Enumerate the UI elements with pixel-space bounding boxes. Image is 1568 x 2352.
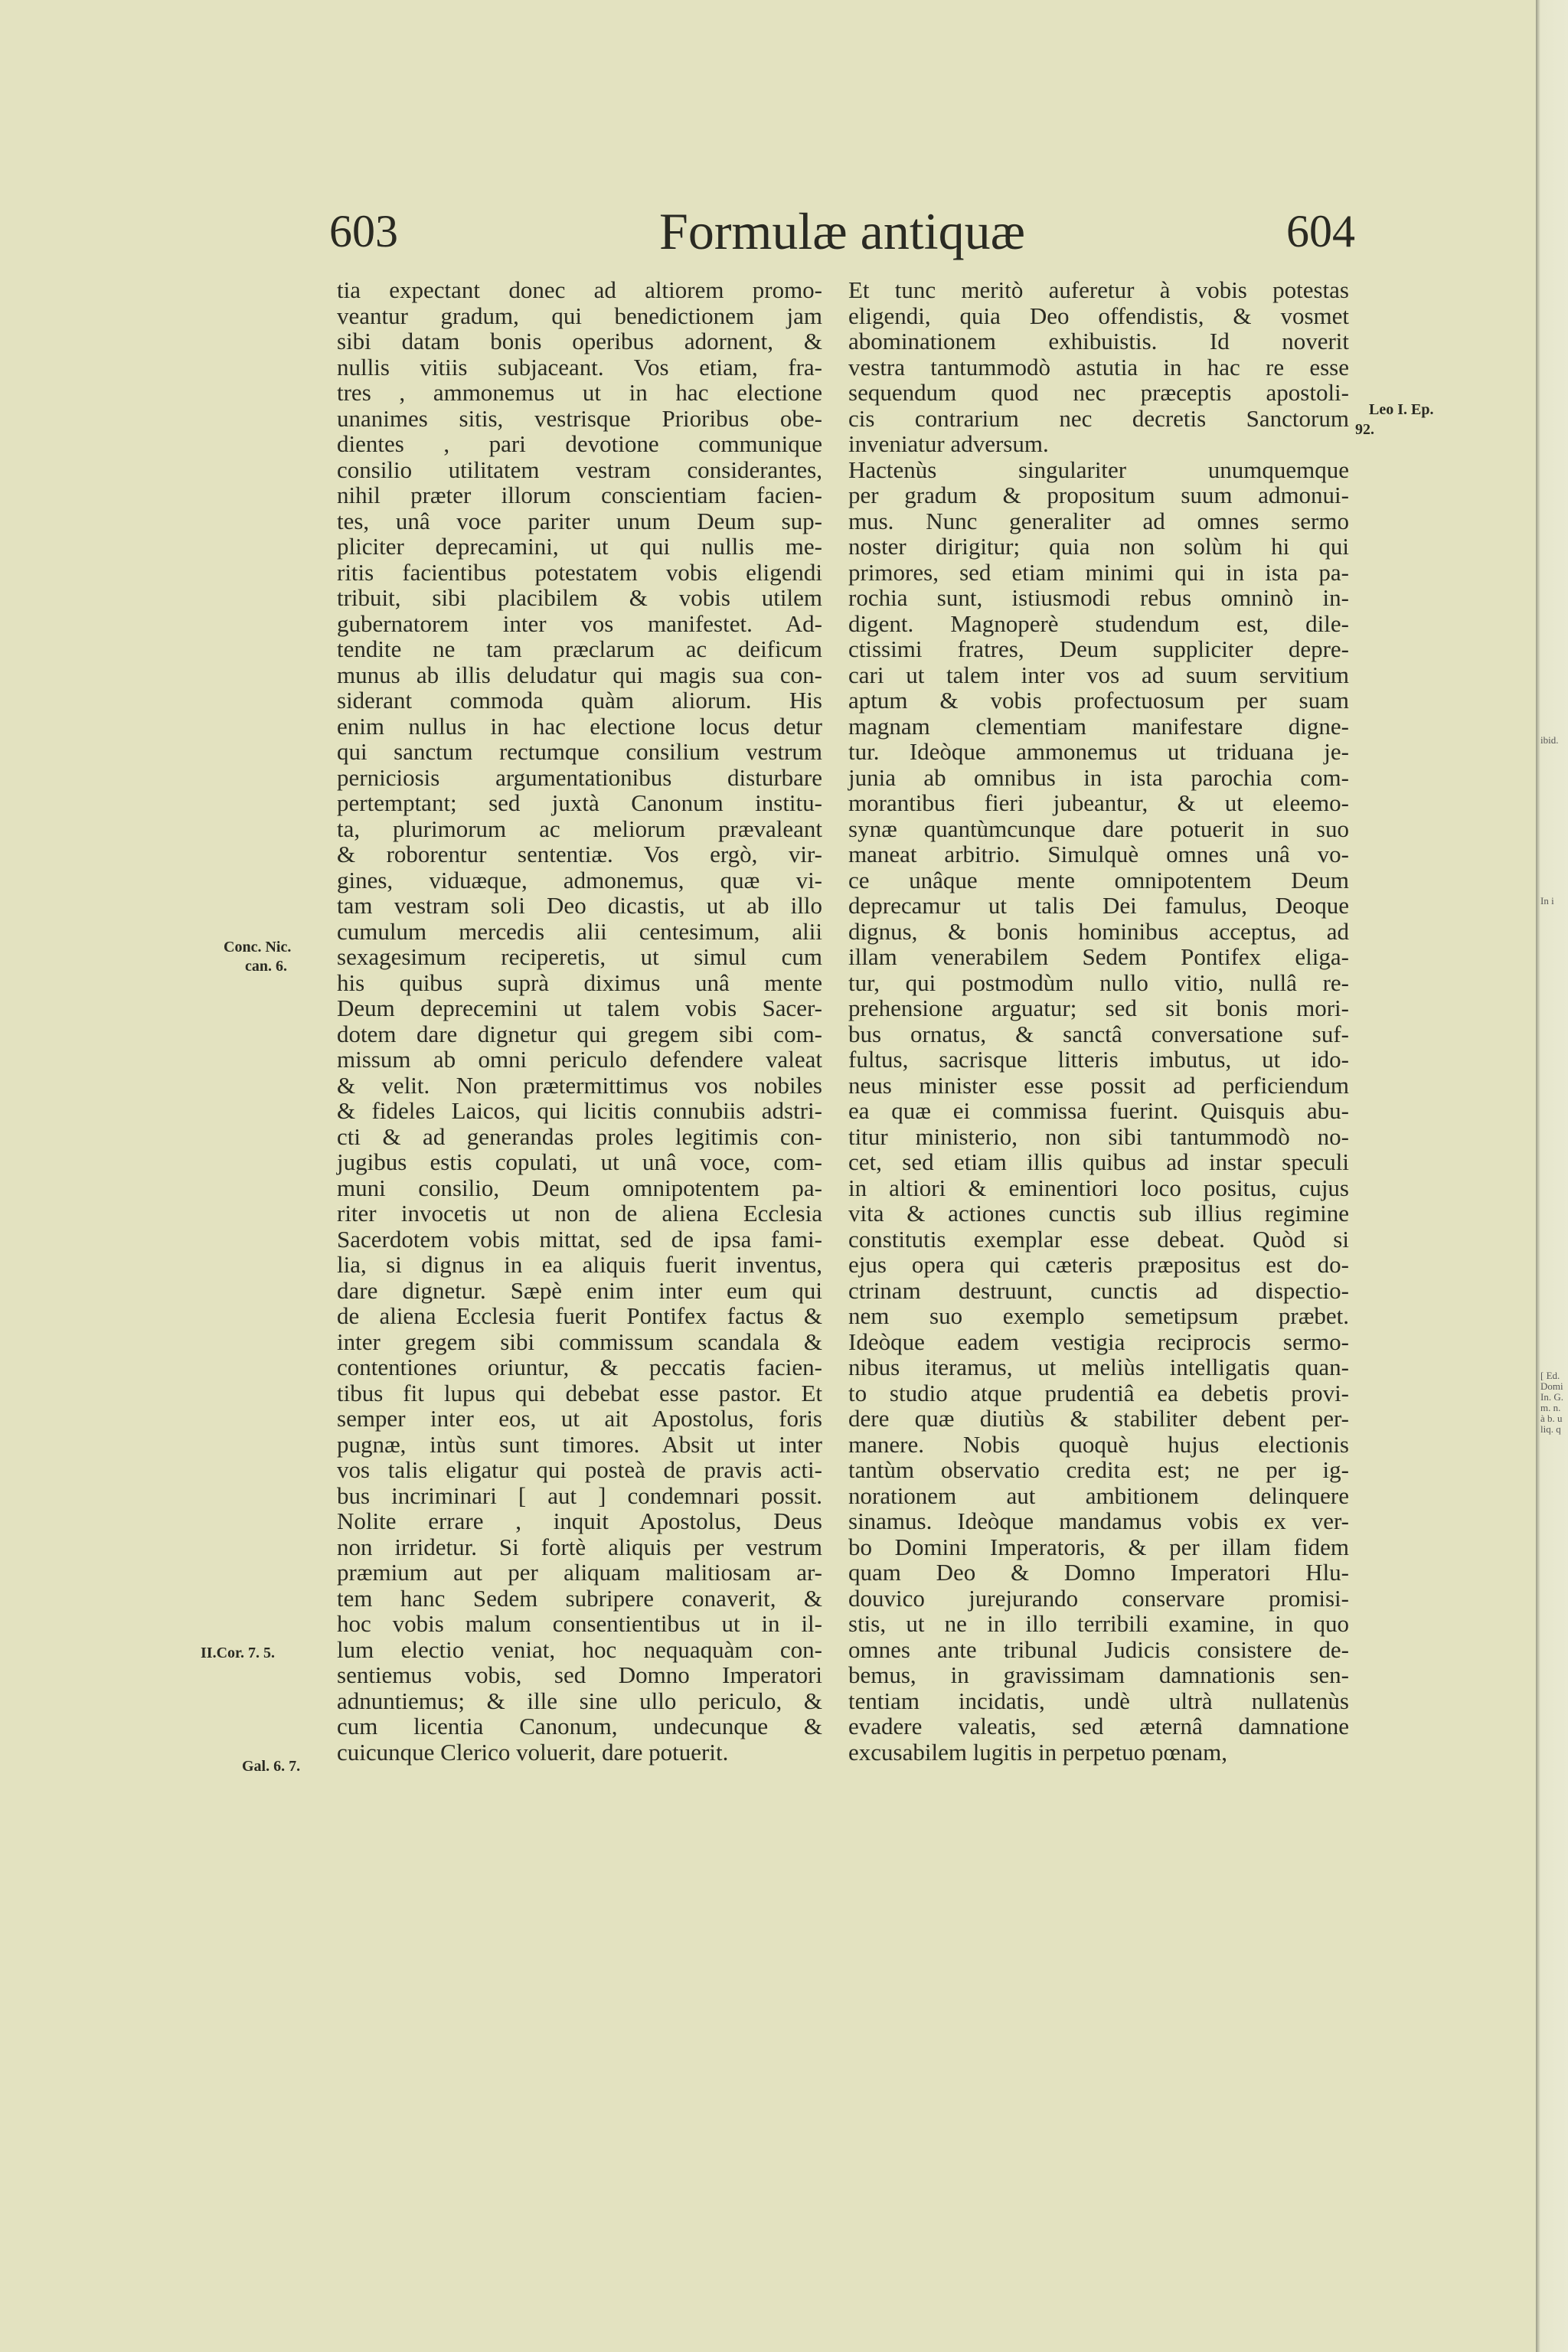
- text-line: sentiemus vobis, sed Domno Imperatori: [337, 1661, 822, 1688]
- text-line: muni consilio, Deum omnipotentem pa-: [337, 1174, 822, 1201]
- text-line: & fideles Laicos, qui licitis connubiis adstri-: [337, 1097, 822, 1124]
- text-line: contentiones oriuntur, & peccatis facien-: [337, 1354, 822, 1380]
- text-line: dientes , pari devotione communique: [337, 430, 822, 457]
- text-line: munus ab illis deludatur qui magis sua con-: [337, 661, 822, 688]
- text-line: Ideòque eadem vestigia reciprocis sermo-: [848, 1328, 1349, 1355]
- text-line: Nolite errare , inquit Apostolus, Deus: [337, 1508, 822, 1534]
- text-line: nem suo exemplo semetipsum præbet.: [848, 1302, 1349, 1329]
- edge-fragment: [ Ed. Domi In. G. m. n. à b. u liq. q: [1540, 1370, 1563, 1435]
- text-line: sibi datam bonis operibus adornent, &: [337, 328, 822, 354]
- text-line: to studio atque prudentiâ ea debetis provi-: [848, 1379, 1349, 1406]
- text-line: prehensione arguatur; sed sit bonis mori-: [848, 995, 1349, 1021]
- text-line: jugibus estis copulati, ut unâ voce, com-: [337, 1148, 822, 1175]
- text-line: ctissimi fratres, Deum suppliciter depre-: [848, 635, 1349, 662]
- text-line: nullis vitiis subjaceant. Vos etiam, fra-: [337, 353, 822, 381]
- text-line: magnam clementiam manifestare digne-: [848, 712, 1349, 740]
- text-line: tem hanc Sedem subripere conaverit, &: [337, 1584, 822, 1612]
- text-line: digent. Magnoperè studendum est, dile-: [848, 609, 1349, 637]
- text-line: tur, qui postmodùm nullo vitio, nullâ re-: [848, 969, 1349, 996]
- text-line: pugnæ, intùs sunt timores. Absit ut inter: [337, 1430, 822, 1458]
- text-line: consilio utilitatem vestram considerantes,: [337, 456, 822, 483]
- text-line: eligendi, quia Deo offendistis, & vosmet: [848, 302, 1349, 329]
- text-line: illam venerabilem Sedem Pontifex eliga-: [848, 943, 1349, 970]
- text-line: rochia sunt, istiusmodi rebus omninò in-: [848, 584, 1349, 611]
- text-line: non irridetur. Si fortè aliquis per vestrum: [337, 1533, 822, 1560]
- text-line: sinamus. Ideòque mandamus vobis ex ver-: [848, 1508, 1349, 1534]
- text-line: tibus fit lupus qui debebat esse pastor. Et: [337, 1379, 822, 1406]
- text-line: riter invocetis ut non de aliena Ecclesia: [337, 1200, 822, 1227]
- text-line: tres , ammonemus ut in hac electione: [337, 379, 822, 406]
- running-header: [329, 201, 1355, 262]
- text-line: neus minister esse possit ad perficiendum: [848, 1071, 1349, 1099]
- text-line: vestra tantummodò astutia in hac re esse: [848, 353, 1349, 381]
- text-line: nibus iteramus, ut meliùs intelligatis quan-: [848, 1354, 1349, 1380]
- text-line: Et tunc meritò auferetur à vobis potestas: [848, 276, 1349, 303]
- margin-note: Conc. Nic.: [224, 939, 292, 956]
- text-line: cet, sed etiam illis quibus ad instar speculi: [848, 1148, 1349, 1175]
- text-line: sexagesimum reciperetis, ut simul cum: [337, 943, 822, 970]
- text-line: tribuit, sibi placibilem & vobis utilem: [337, 584, 822, 611]
- text-line: vos talis eligatur qui posteà de pravis acti-: [337, 1456, 822, 1483]
- text-line: Sacerdotem vobis mittat, sed de ipsa fami-: [337, 1225, 822, 1253]
- text-line: ea quæ ei commissa fuerint. Quisquis abu-: [848, 1097, 1349, 1124]
- text-line: inter gregem sibi commissum scandala &: [337, 1328, 822, 1355]
- text-line: mus. Nunc generaliter ad omnes sermo: [848, 507, 1349, 534]
- text-line: enim nullus in hac electione locus detur: [337, 712, 822, 740]
- text-line: dotem dare dignetur qui gregem sibi com-: [337, 1020, 822, 1047]
- text-line: gubernatorem inter vos manifestet. Ad-: [337, 609, 822, 637]
- text-line: omnes ante tribunal Judicis consistere de-: [848, 1635, 1349, 1663]
- text-line: inveniatur adversum.: [848, 430, 1049, 457]
- margin-note: can. 6.: [245, 958, 287, 975]
- text-line: qui sanctum rectumque consilium vestrum: [337, 738, 822, 765]
- text-line: semper inter eos, ut ait Apostolus, foris: [337, 1405, 822, 1432]
- text-line: in altiori & eminentiori loco positus, cujus: [848, 1174, 1349, 1201]
- text-line: gines, viduæque, admonemus, quæ vi-: [337, 866, 822, 893]
- text-line: bus ornatus, & sanctâ conversatione suf-: [848, 1020, 1349, 1047]
- text-line: tur. Ideòque ammonemus ut triduana je-: [848, 738, 1349, 765]
- text-line: cti & ad generandas proles legitimis con-: [337, 1122, 822, 1150]
- text-line: dare dignetur. Sæpè enim inter eum qui: [337, 1276, 822, 1304]
- edge-fragment: In i: [1540, 895, 1554, 906]
- text-line: præmium aut per aliquam malitiosam ar-: [337, 1559, 822, 1586]
- text-line: constitutis exemplar esse debeat. Quòd si: [848, 1225, 1349, 1253]
- text-line: tia expectant donec ad altiorem promo-: [337, 276, 822, 303]
- text-line: missum ab omni periculo defendere valeat: [337, 1046, 822, 1073]
- text-line: hoc vobis malum consentientibus ut in il-: [337, 1610, 822, 1637]
- text-line: dignus, & bonis hominibus acceptus, ad: [848, 917, 1349, 945]
- adjacent-page-edge: [1536, 0, 1568, 2352]
- text-line: nihil præter illorum conscientiam facien-: [337, 482, 822, 508]
- text-line: ritis facientibus potestatem vobis eligendi: [337, 558, 822, 586]
- text-line: quam Deo & Domno Imperatori Hlu-: [848, 1559, 1349, 1586]
- text-line: noster dirigitur; quia non solùm hi qui: [848, 533, 1349, 560]
- text-line: de aliena Ecclesia fuerit Pontifex factus &: [337, 1302, 822, 1329]
- text-line: excusabilem lugitis in perpetuo pœnam,: [848, 1738, 1228, 1766]
- text-line: tantùm observatio credita est; ne per ig-: [848, 1456, 1349, 1483]
- text-line: tendite ne tam præclarum ac deificum: [337, 635, 822, 662]
- text-line: bo Domini Imperatoris, & per illam fidem: [848, 1533, 1349, 1560]
- text-line: bemus, in gravissimam damnationis sen-: [848, 1661, 1349, 1688]
- text-line: siderant commoda quàm aliorum. His: [337, 687, 822, 714]
- text-line: ctrinam destruunt, cunctis ad dispectio-: [848, 1276, 1349, 1304]
- text-line: & velit. Non prætermittimus vos nobiles: [337, 1071, 822, 1099]
- text-line: tentiam incidatis, undè ultrà nullatenùs: [848, 1687, 1349, 1714]
- text-line: pliciter deprecamini, ut qui nullis me-: [337, 533, 822, 560]
- text-line: tes, unâ voce pariter unum Deum sup-: [337, 507, 822, 534]
- text-line: Hactenùs singulariter unumquemque: [848, 456, 1349, 483]
- text-line: sequendum quod nec præceptis apostoli-: [848, 379, 1349, 406]
- text-line: cum licentia Canonum, undecunque &: [337, 1713, 822, 1740]
- text-line: tam vestram soli Deo dicastis, ut ab illo: [337, 892, 822, 919]
- text-line: junia ab omnibus in ista parochia com-: [848, 763, 1349, 791]
- text-line: cuicunque Clerico voluerit, dare potuerit.: [337, 1738, 729, 1766]
- text-line: deprecamur ut talis Dei famulus, Deoque: [848, 892, 1349, 919]
- text-line: stis, ut ne in illo terribili examine, in quo: [848, 1610, 1349, 1637]
- text-line: primores, sed etiam minimi qui in ista pa-: [848, 558, 1349, 586]
- edge-fragment: ibid.: [1540, 734, 1559, 746]
- text-line: bus incriminari [ aut ] condemnari possit.: [337, 1481, 822, 1509]
- text-line: maneat arbitrio. Simulquè omnes unâ vo-: [848, 841, 1349, 867]
- margin-note: Gal. 6. 7.: [242, 1758, 301, 1775]
- text-line: his quibus suprà diximus unâ mente: [337, 969, 822, 996]
- text-line: lum electio veniat, hoc nequaquàm con-: [337, 1635, 822, 1663]
- text-line: cumulum mercedis alii centesimum, alii: [337, 917, 822, 945]
- left-text-column: [337, 277, 822, 1765]
- margin-note: 92.: [1355, 421, 1374, 438]
- text-line: lia, si dignus in ea aliquis fuerit inventus,: [337, 1251, 822, 1278]
- text-line: ejus opera qui cæteris præpositus est do-: [848, 1251, 1349, 1278]
- text-line: douvico jurejurando conservare promisi-: [848, 1584, 1349, 1612]
- text-line: adnuntiemus; & ille sine ullo periculo, &: [337, 1687, 822, 1714]
- text-line: per gradum & propositum suum admonui-: [848, 482, 1349, 508]
- text-line: synæ quantùmcunque dare potuerit in suo: [848, 815, 1349, 842]
- page-title: Formulæ antiquæ: [659, 202, 1025, 260]
- text-line: ce unâque mente omnipotentem Deum: [848, 866, 1349, 893]
- page-number-left: 603: [329, 206, 398, 256]
- text-line: dere quæ diutiùs & stabiliter debent per-: [848, 1405, 1349, 1432]
- text-line: abominationem exhibuistis. Id noverit: [848, 328, 1349, 354]
- margin-note: Leo I. Ep.: [1369, 401, 1434, 418]
- text-line: manere. Nobis quoquè hujus electionis: [848, 1430, 1349, 1458]
- right-text-column: [848, 277, 1349, 1765]
- text-line: aptum & vobis profectuosum per suam: [848, 687, 1349, 714]
- text-line: Deum deprecemini ut talem vobis Sacer-: [337, 995, 822, 1021]
- text-line: ta, plurimorum ac meliorum prævaleant: [337, 815, 822, 842]
- text-line: perniciosis argumentationibus disturbare: [337, 763, 822, 791]
- text-line: cari ut talem inter vos ad suum servitium: [848, 661, 1349, 688]
- margin-note: II.Cor. 7. 5.: [201, 1645, 276, 1661]
- text-line: norationem aut ambitionem delinquere: [848, 1481, 1349, 1509]
- text-line: cis contrarium nec decretis Sanctorum: [848, 404, 1349, 432]
- text-line: veantur gradum, qui benedictionem jam: [337, 302, 822, 329]
- text-line: pertemptant; sed juxtà Canonum institu-: [337, 789, 822, 816]
- text-line: fultus, sacrisque litteris imbutus, ut ido-: [848, 1046, 1349, 1073]
- text-line: titur ministerio, non sibi tantummodò no-: [848, 1122, 1349, 1150]
- text-line: & roborentur sententiæ. Vos ergò, vir-: [337, 841, 822, 867]
- text-line: morantibus fieri jubeantur, & ut eleemo-: [848, 789, 1349, 816]
- text-line: unanimes sitis, vestrisque Prioribus obe-: [337, 404, 822, 432]
- page-number-right: 604: [1286, 206, 1355, 256]
- text-line: vita & actiones cunctis sub illius regimine: [848, 1200, 1349, 1227]
- text-line: evadere valeatis, sed æternâ damnatione: [848, 1713, 1349, 1740]
